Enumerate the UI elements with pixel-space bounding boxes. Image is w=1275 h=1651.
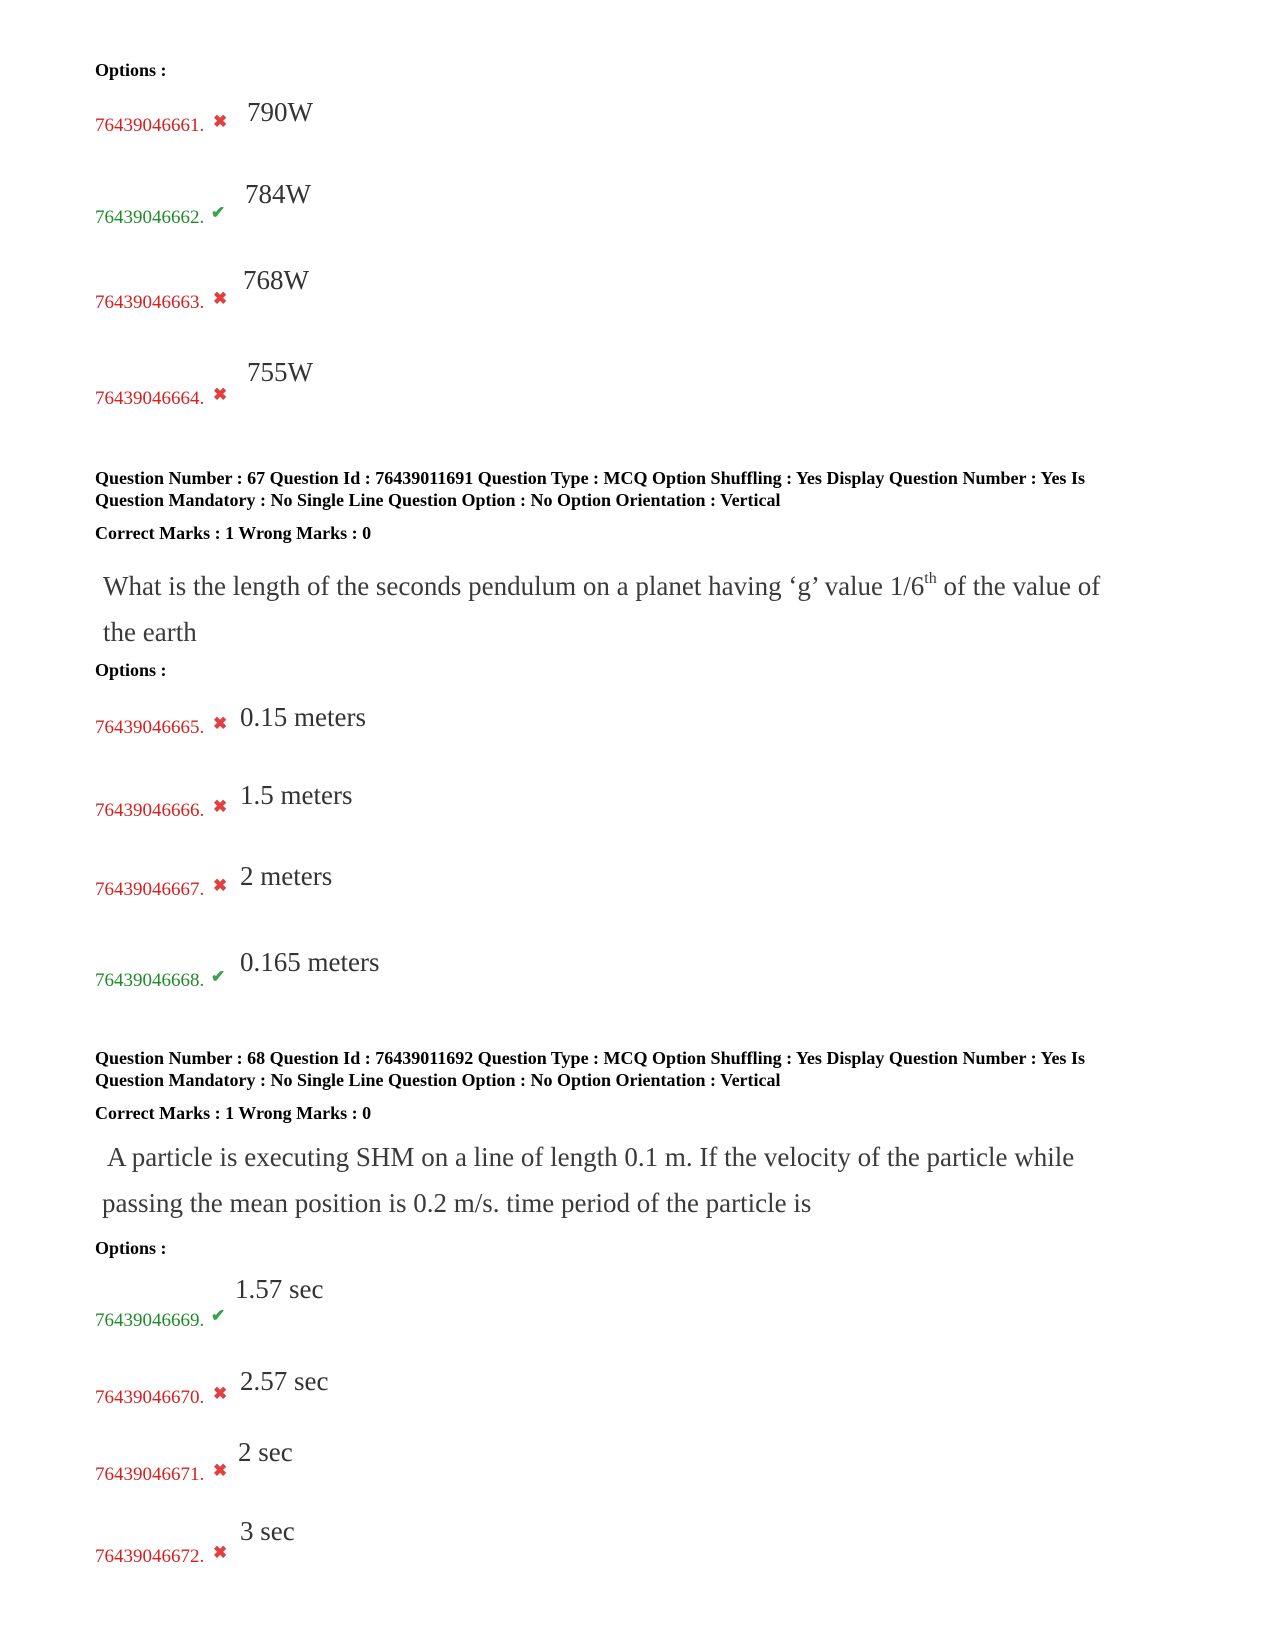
- option-text: 0.165 meters: [240, 947, 380, 977]
- options-label: Options :: [95, 60, 167, 80]
- superscript: th: [924, 570, 937, 587]
- question-meta-line: Question Number : 68 Question Id : 76439011692 Question Type : MCQ Option Shuffling : Yes Display Question Number : Yes Is: [95, 1048, 1085, 1068]
- option-text: 1.57 sec: [235, 1274, 324, 1304]
- cross-icon: ✖: [213, 289, 228, 308]
- option-text: 790W: [247, 97, 313, 127]
- question-meta-line: Question Mandatory : No Single Line Question Option : No Option Orientation : Vertical: [95, 1070, 781, 1090]
- option-id: 76439046668.: [95, 970, 205, 991]
- question-meta-line: Question Number : 67 Question Id : 76439011691 Question Type : MCQ Option Shuffling : Yes Display Question Number : Yes Is: [95, 468, 1085, 488]
- marks-info: Correct Marks : 1 Wrong Marks : 0: [95, 523, 372, 543]
- option-text: 755W: [247, 357, 313, 387]
- cross-icon: ✖: [213, 1461, 228, 1480]
- option-id: 76439046669.: [95, 1310, 205, 1331]
- cross-icon: ✖: [213, 1384, 228, 1403]
- option-id: 76439046661.: [95, 115, 205, 136]
- options-label: Options :: [95, 660, 167, 680]
- option-text: 1.5 meters: [240, 780, 353, 810]
- option-text: 0.15 meters: [240, 702, 366, 732]
- cross-icon: ✖: [213, 385, 228, 404]
- option-text: 2.57 sec: [240, 1366, 329, 1396]
- option-id: 76439046664.: [95, 388, 205, 409]
- question-text-line: A particle is executing SHM on a line of length 0.1 m. If the velocity of the particle while: [107, 1142, 1075, 1172]
- question-meta: [95, 467, 1185, 511]
- cross-icon: ✖: [213, 714, 228, 733]
- option-text: 768W: [243, 265, 309, 295]
- question-meta-line: Question Mandatory : No Single Line Question Option : No Option Orientation : Vertical: [95, 490, 781, 510]
- option-text: 2 sec: [238, 1437, 293, 1467]
- option-id: 76439046665.: [95, 717, 205, 738]
- option-id: 76439046671.: [95, 1464, 205, 1485]
- question-text: [102, 1134, 1157, 1226]
- cross-icon: ✖: [213, 797, 228, 816]
- option-id: 76439046667.: [95, 879, 205, 900]
- option-id: 76439046666.: [95, 800, 205, 821]
- question-text-part: of the value of: [936, 571, 1101, 601]
- option-text: 2 meters: [240, 861, 333, 891]
- check-icon: ✔: [211, 967, 226, 986]
- question-text-line: passing the mean position is 0.2 m/s. time period of the particle is: [102, 1188, 812, 1218]
- question-text-part: What is the length of the seconds pendulum on a planet having ‘g’ value 1/6: [103, 571, 925, 601]
- check-icon: ✔: [211, 1306, 226, 1325]
- option-id: 76439046672.: [95, 1546, 205, 1567]
- option-id: 76439046663.: [95, 292, 205, 313]
- option-text: 3 sec: [240, 1516, 295, 1546]
- marks-info: Correct Marks : 1 Wrong Marks : 0: [95, 1103, 372, 1123]
- question-text-line: the earth: [103, 617, 197, 647]
- cross-icon: ✖: [213, 876, 228, 895]
- cross-icon: ✖: [213, 112, 228, 131]
- question-text: [103, 556, 1153, 655]
- options-label: Options :: [95, 1238, 167, 1258]
- question-text-line: [103, 556, 1153, 609]
- option-id: 76439046670.: [95, 1387, 205, 1408]
- question-meta: [95, 1047, 1185, 1091]
- check-icon: ✔: [211, 203, 226, 222]
- option-text: 784W: [245, 179, 311, 209]
- cross-icon: ✖: [213, 1543, 228, 1562]
- option-id: 76439046662.: [95, 207, 205, 228]
